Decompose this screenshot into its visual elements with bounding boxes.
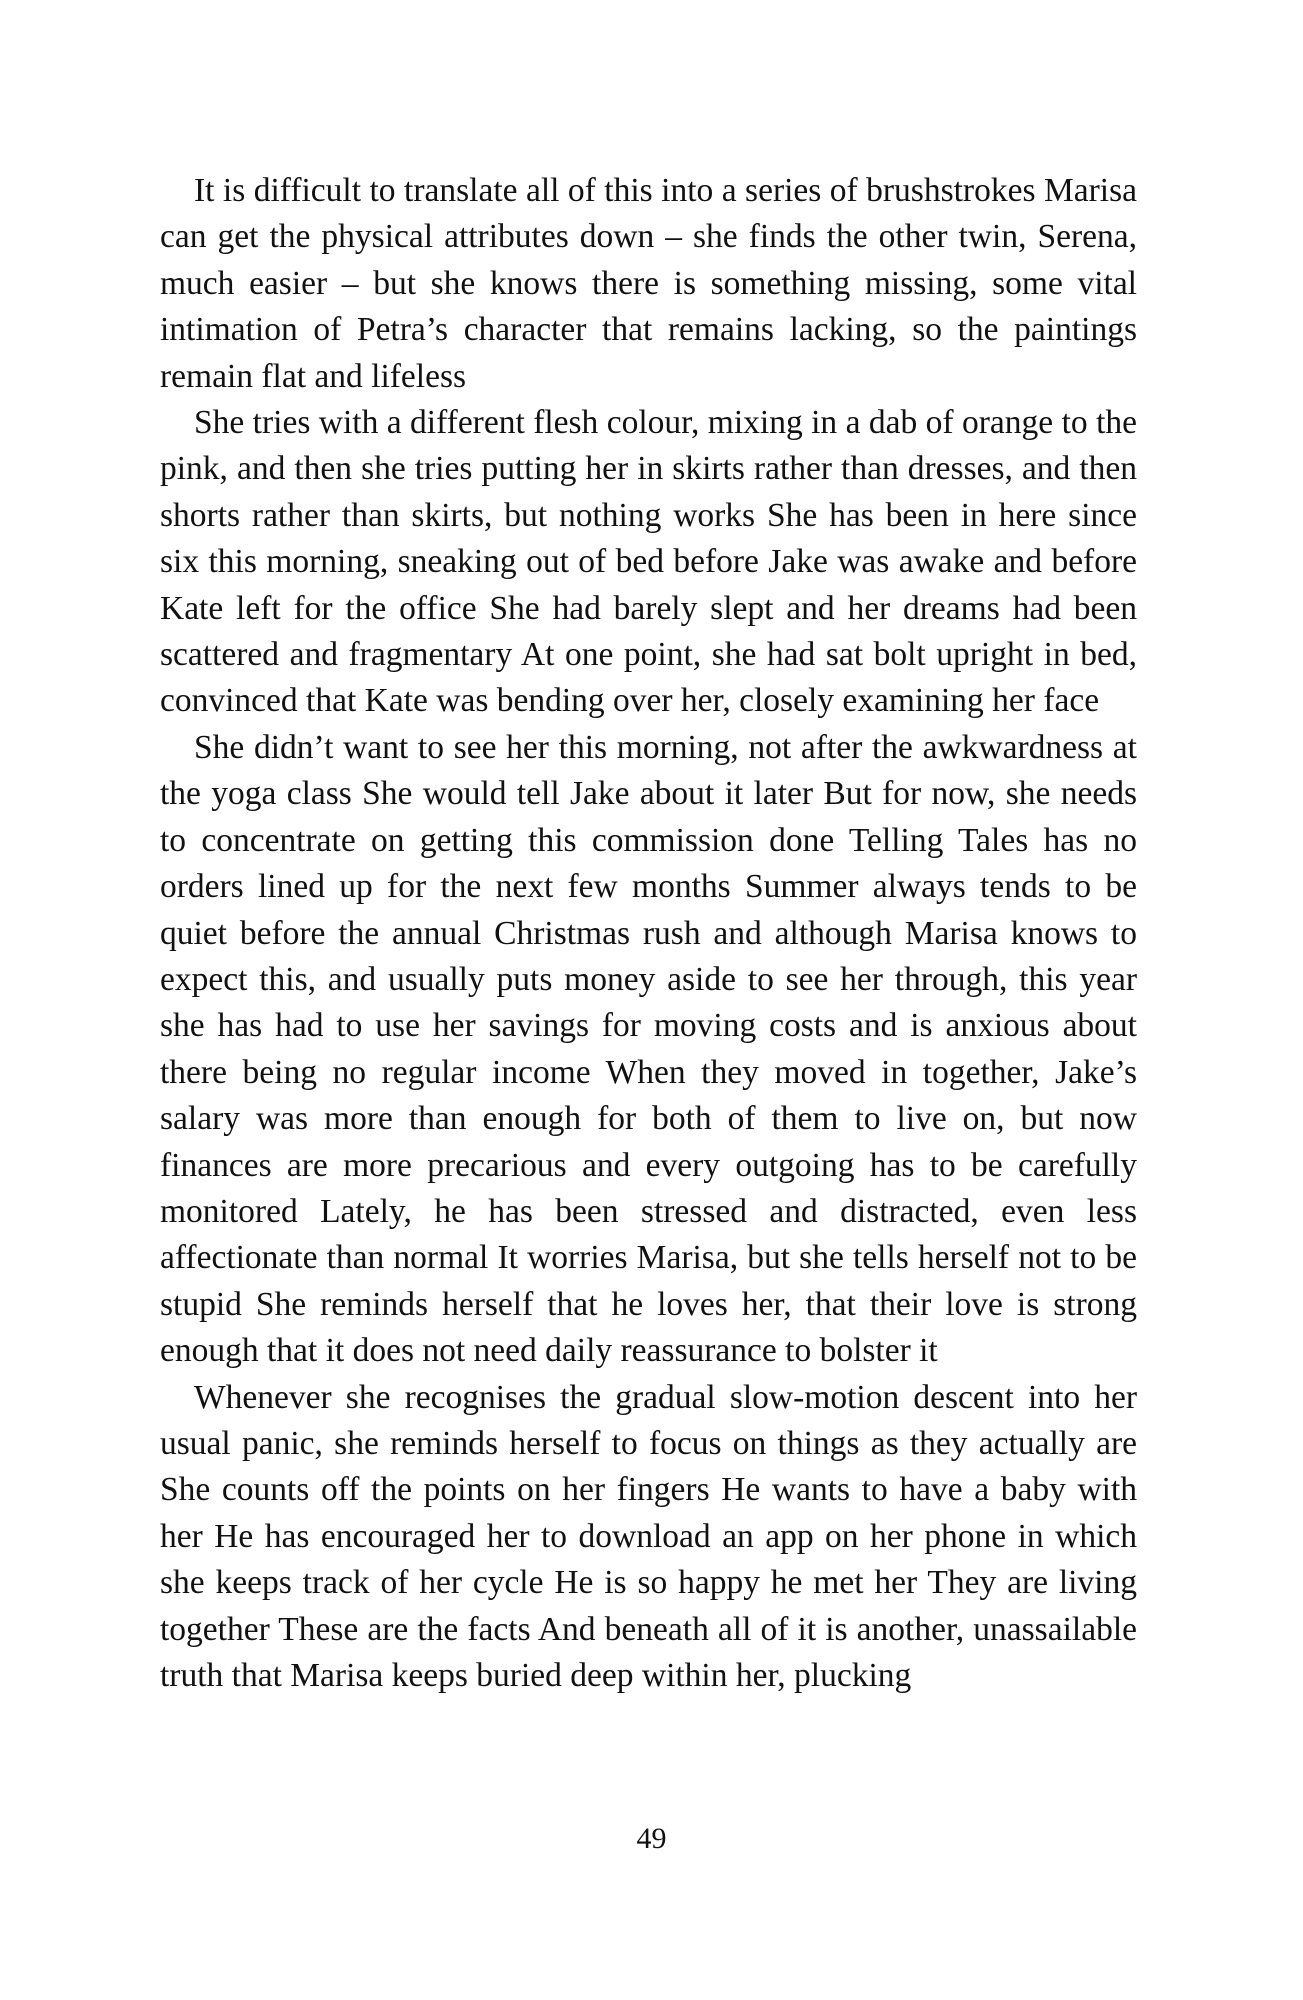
body-text [160,168,1137,1699]
paragraph-3: She didn’t want to see her this morning, not after the awkwardness at the yoga class She would tell Jake about it later But for now, she needs to concentrate on getting this commission done Telling Tales has no orders lined up for the next few months Summer always tends to be quiet before the annual Christmas rush and although Marisa knows to expect this, and usually puts money aside to see her through, this year she has had to use her savings for moving costs and is anxious about there being no regular income When they moved in together, Jake’s salary was more than enough for both of them to live on, but now finances are more precarious and every outgoing has to be carefully monitored Lately, he has been stressed and distracted, even less affectionate than normal It worries Marisa, but she tells herself not to be stupid She reminds herself that he loves her, that their love is strong enough that it does not need daily reassurance to bolster it [160,728,1137,1370]
page-number: 49 [636,1822,667,1855]
paragraph-1: It is difficult to translate all of this into a series of brushstrokes Marisa can get the physical attributes down – she finds the other twin, Serena, much easier – but she knows there is something missing, some vital intimation of Petra’s character that remains lacking, so the paintings remain flat and lifeless [160,172,1137,395]
paragraph-2: She tries with a different flesh colour, mixing in a dab of orange to the pink, and then she tries putting her in skirts rather than dresses, and then shorts rather than skirts, but nothing works She has been in here since six this morning, sneaking out of bed before Jake was awake and before Kate left for the office She had barely slept and her dreams had been scattered and fragmentary At one point, she had sat bolt upright in bed, convinced that Kate was bending over her, closely examining her face [160,404,1137,720]
paragraph-4: Whenever she recognises the gradual slow-motion descent into her usual panic, she reminds herself to focus on things as they actually are She counts off the points on her fingers He wants to have a baby with her He has encouraged her to download an app on her phone in which she keeps track of her cycle He is so happy he met her They are living together These are the facts And beneath all of it is another, unassailable truth that Marisa keeps buried deep within her, plucking [160,1378,1137,1694]
